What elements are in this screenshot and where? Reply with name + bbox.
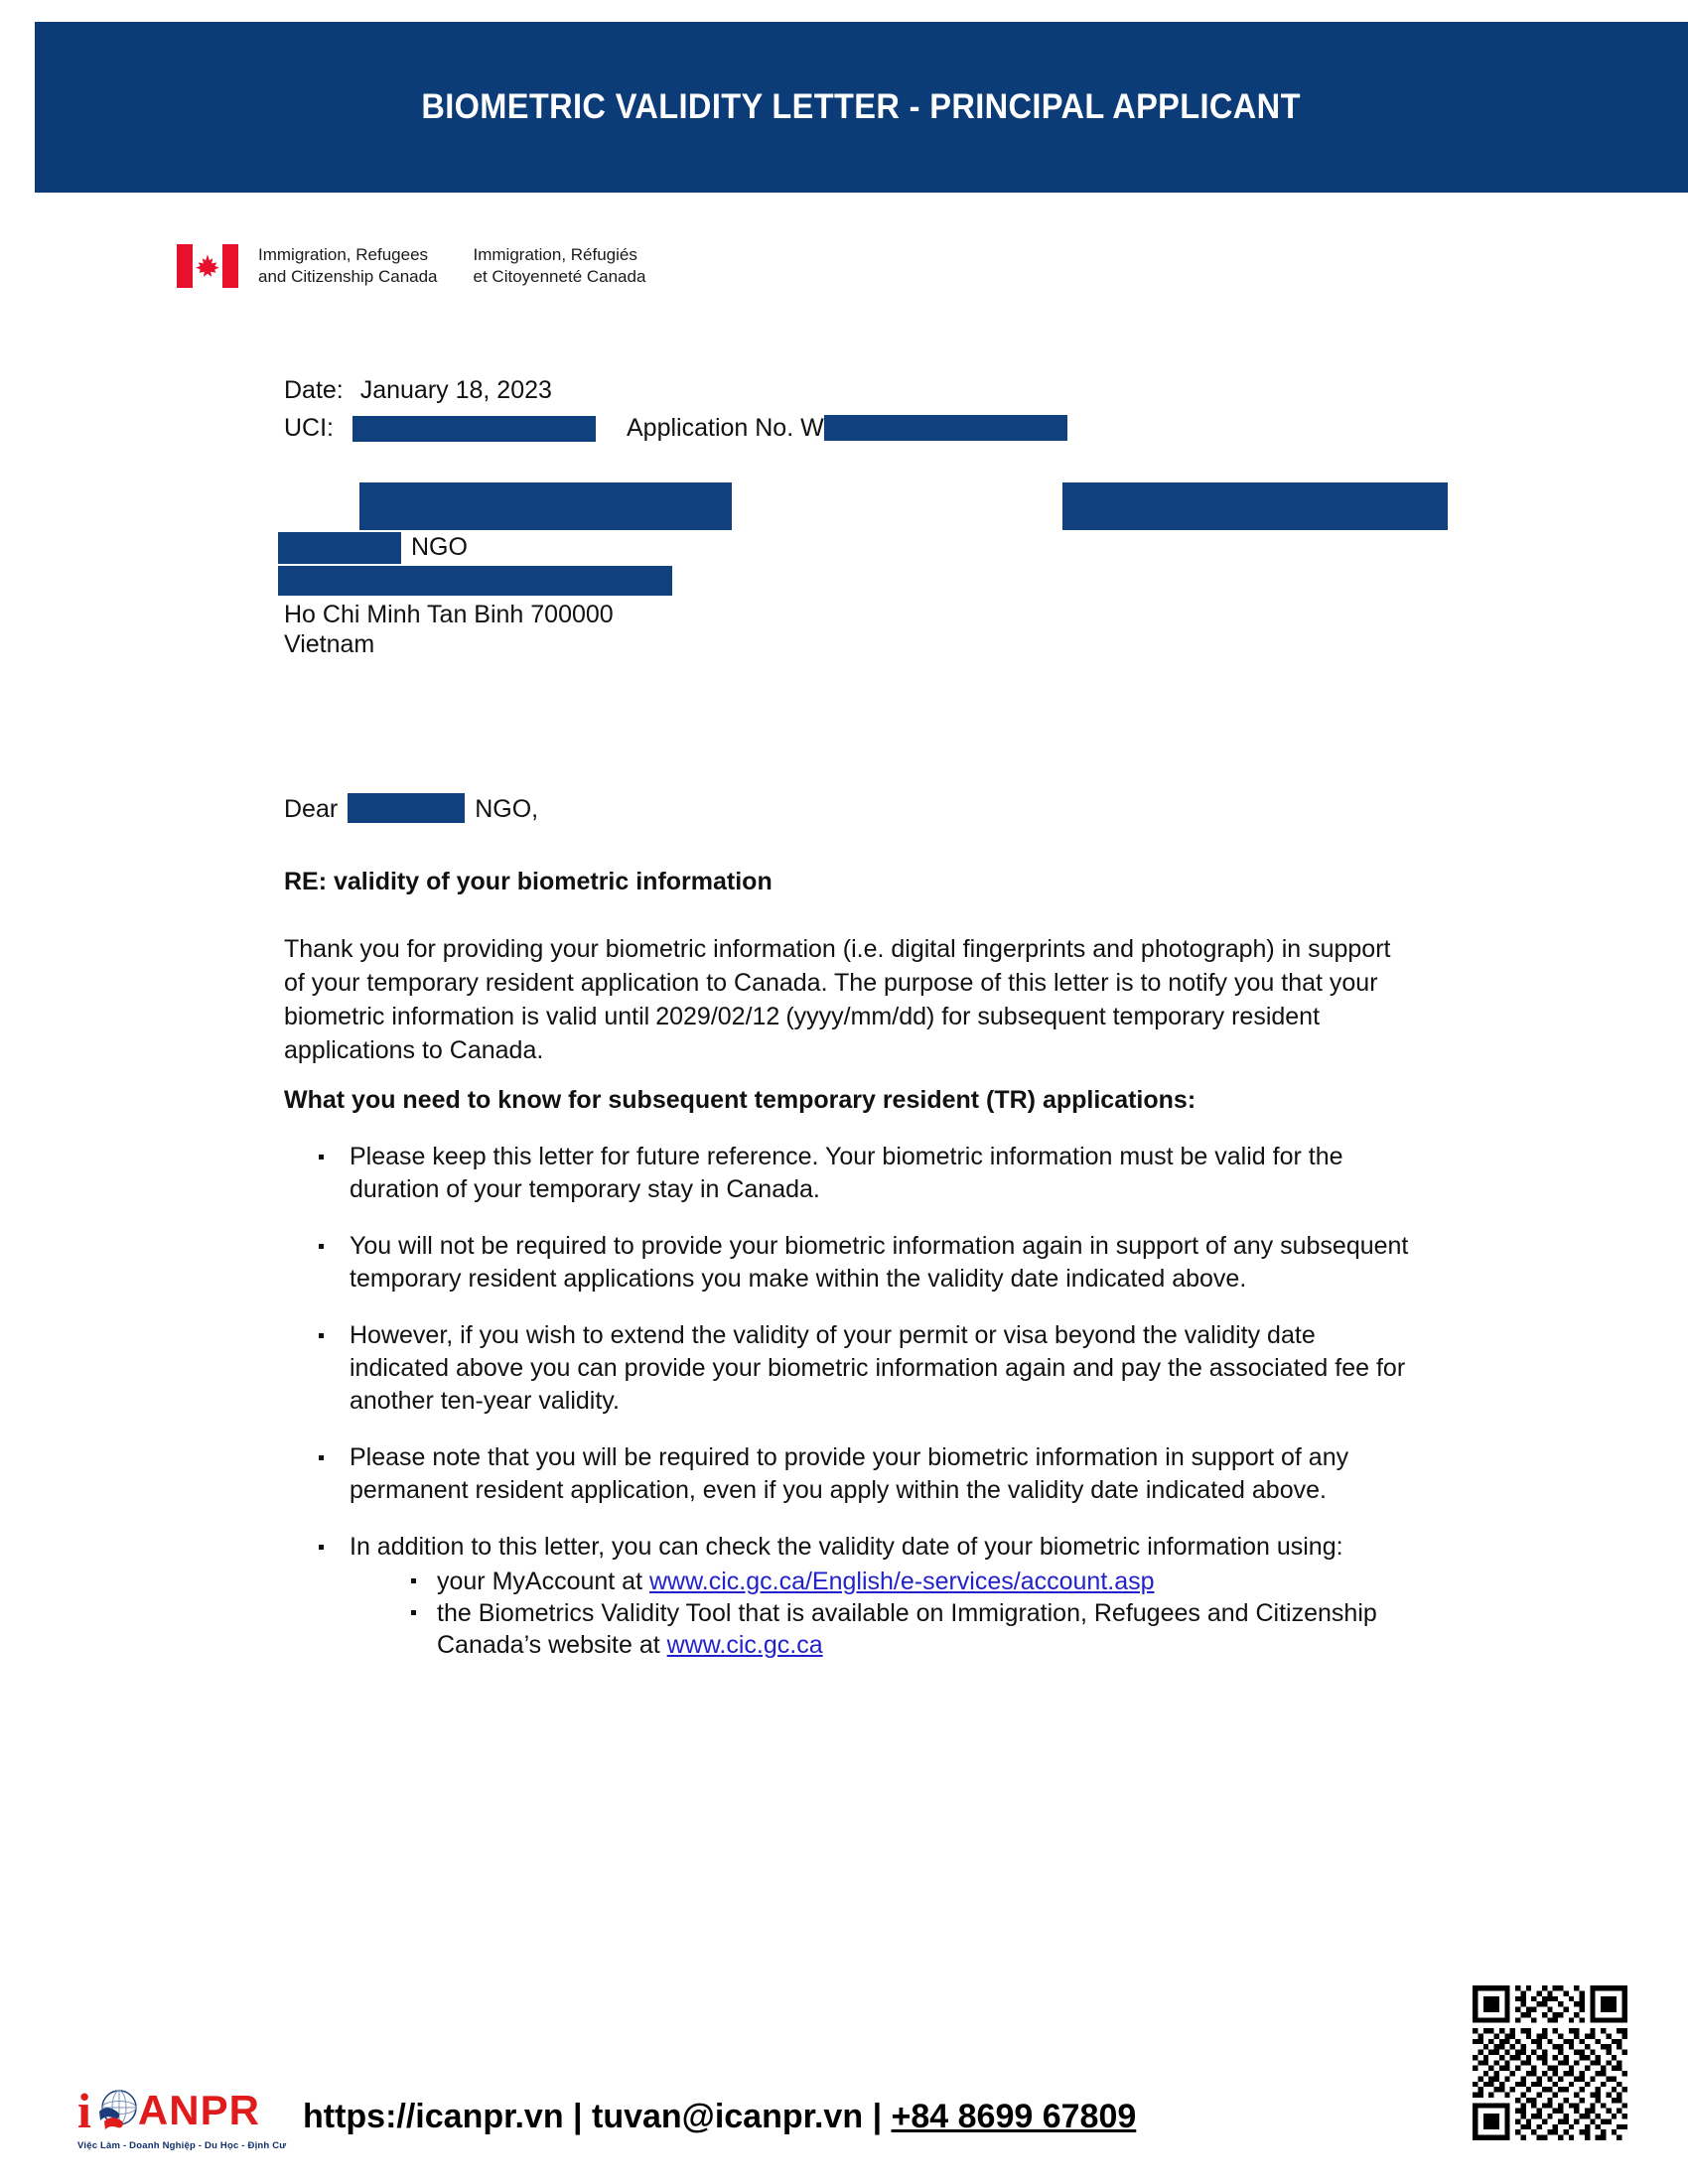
canada-flag-icon: [177, 244, 238, 288]
cic-website-link[interactable]: www.cic.gc.ca: [666, 1631, 823, 1659]
icanpr-logo: [77, 2083, 287, 2160]
subject-line: RE: validity of your biometric information: [284, 868, 773, 895]
footer-email[interactable]: tuvan@icanpr.vn: [592, 2098, 864, 2135]
address-street-redaction-bar: [278, 566, 672, 596]
icanpr-logo-row: [77, 2083, 261, 2138]
list-item: [312, 1230, 1414, 1296]
ircc-english: [258, 244, 438, 288]
ircc-english-line1: Immigration, Refugees: [258, 245, 429, 265]
section-heading: What you need to know for subsequent temporary resident (TR) applications:: [284, 1086, 1196, 1114]
qr-code[interactable]: [1473, 1985, 1627, 2140]
list-item-text: However, if you wish to extend the validity of your permit or visa beyond the validity date indicated above you can provide your biometric information again and pay the associated fee for another ten-year validity.: [350, 1321, 1406, 1415]
page-header-banner: [35, 22, 1688, 193]
intro-paragraph: [284, 932, 1406, 1067]
list-item-text: Please note that you will be required to provide your biometric information in support of any permanent resident application, even if you apply within the validity date indicated above.: [350, 1443, 1349, 1504]
bullet-dot-icon: [319, 1455, 324, 1460]
date-row: [284, 376, 1396, 414]
intro-paragraph-part2: (yyyy/mm/dd) for subsequent temporary resident applications to Canada.: [284, 1003, 1321, 1064]
uci-row: [284, 414, 1396, 452]
application-number-label: Application No. W: [627, 414, 824, 442]
sub-list-item: [411, 1597, 1414, 1661]
salutation-line: [284, 793, 538, 824]
address-country-label: Vietnam: [284, 630, 375, 658]
address-org-label: NGO: [411, 533, 468, 561]
icanpr-logo-text: ANPR: [137, 2087, 260, 2133]
bullet-dot-icon: [319, 1545, 324, 1550]
ircc-french-line1: Immigration, Réfugiés: [473, 245, 637, 265]
footer-separator-1: |: [563, 2098, 592, 2135]
address-street-row: [284, 566, 1406, 600]
globe-handshake-icon: [92, 2086, 142, 2135]
salutation-suffix: NGO,: [475, 795, 539, 823]
flag-left-bar: [177, 244, 193, 288]
address-name-redaction-bar: [359, 482, 732, 530]
bullet-dot-icon: [319, 1155, 324, 1160]
list-item-text: You will not be required to provide your biometric information again in support of any subsequent temporary resident applications you make within the validity date indicated above.: [350, 1232, 1409, 1293]
address-city-row: [284, 600, 1406, 629]
footer-separator-2: |: [863, 2098, 892, 2135]
application-number-redaction-bar: [824, 415, 1067, 441]
ircc-french-line2: et Citoyenneté Canada: [473, 267, 646, 286]
list-item: [312, 1531, 1414, 1661]
sub-list-item-text: the Biometrics Validity Tool that is available on Immigration, Refugees and Citizenship Canada’s website at: [437, 1599, 1377, 1659]
list-item-text: In addition to this letter, you can check the validity date of your biometric information using:: [350, 1533, 1343, 1561]
footer-contact-bar: [303, 2098, 1136, 2136]
icanpr-logo-letter-i: i: [77, 2083, 91, 2138]
bullet-dot-icon: [319, 1244, 324, 1249]
address-city-label: Ho Chi Minh Tan Binh 700000: [284, 601, 614, 628]
flag-right-bar: [222, 244, 238, 288]
bullet-dot-icon: [319, 1333, 324, 1338]
date-value: January 18, 2023: [359, 376, 552, 404]
biometric-validity-date: 2029/02/12: [655, 1003, 780, 1030]
maple-leaf-icon: [195, 253, 220, 279]
address-country-row: [284, 629, 1406, 659]
list-item: [312, 1319, 1414, 1418]
ircc-text-block: [258, 244, 645, 288]
list-item-text: Please keep this letter for future reference. Your biometric information must be valid for the duration of your temporary stay in Canada.: [350, 1143, 1343, 1203]
page-title: BIOMETRIC VALIDITY LETTER - PRINCIPAL APPLICANT: [421, 87, 1302, 126]
address-org-redaction-bar: [278, 532, 401, 564]
intro-paragraph-part1: Thank you for providing your biometric information (i.e. digital fingerprints and photograph) in support of your temporary resident application to Canada. The purpose of this letter is to notify you that your biometric information is valid until: [284, 935, 1391, 1030]
sub-list-item: [411, 1566, 1414, 1597]
ircc-english-line2: and Citizenship Canada: [258, 267, 438, 286]
bullet-dot-icon: [411, 1610, 416, 1615]
recipient-address-block: [284, 480, 1406, 659]
bullet-dot-icon: [411, 1578, 416, 1583]
ircc-french: [474, 244, 646, 288]
footer-phone[interactable]: +84 8699 67809: [891, 2098, 1137, 2135]
address-org-row: [284, 532, 1406, 566]
application-number-group: [627, 414, 1067, 443]
address-right-redaction-bar: [1062, 482, 1448, 530]
sub-list-item-text: your MyAccount at: [437, 1568, 643, 1595]
date-label: Date:: [284, 376, 344, 404]
myaccount-link[interactable]: www.cic.gc.ca/English/e-services/account.asp: [648, 1568, 1155, 1595]
uci-redaction-bar: [352, 416, 596, 442]
icanpr-tagline: Việc Làm - Doanh Nghiệp - Du Học - Định Cư: [77, 2140, 287, 2151]
footer-website[interactable]: https://icanpr.vn: [303, 2098, 564, 2135]
address-name-row: [284, 480, 1406, 532]
information-bullet-list: [312, 1141, 1414, 1661]
salutation-redaction-bar: [348, 793, 465, 823]
ircc-wordmark: [177, 244, 645, 288]
validity-check-sublist: [350, 1566, 1414, 1661]
list-item: [312, 1141, 1414, 1206]
letter-meta-block: [284, 376, 1396, 452]
list-item: [312, 1441, 1414, 1507]
salutation-prefix: Dear: [284, 795, 339, 823]
uci-label: UCI:: [284, 414, 334, 442]
